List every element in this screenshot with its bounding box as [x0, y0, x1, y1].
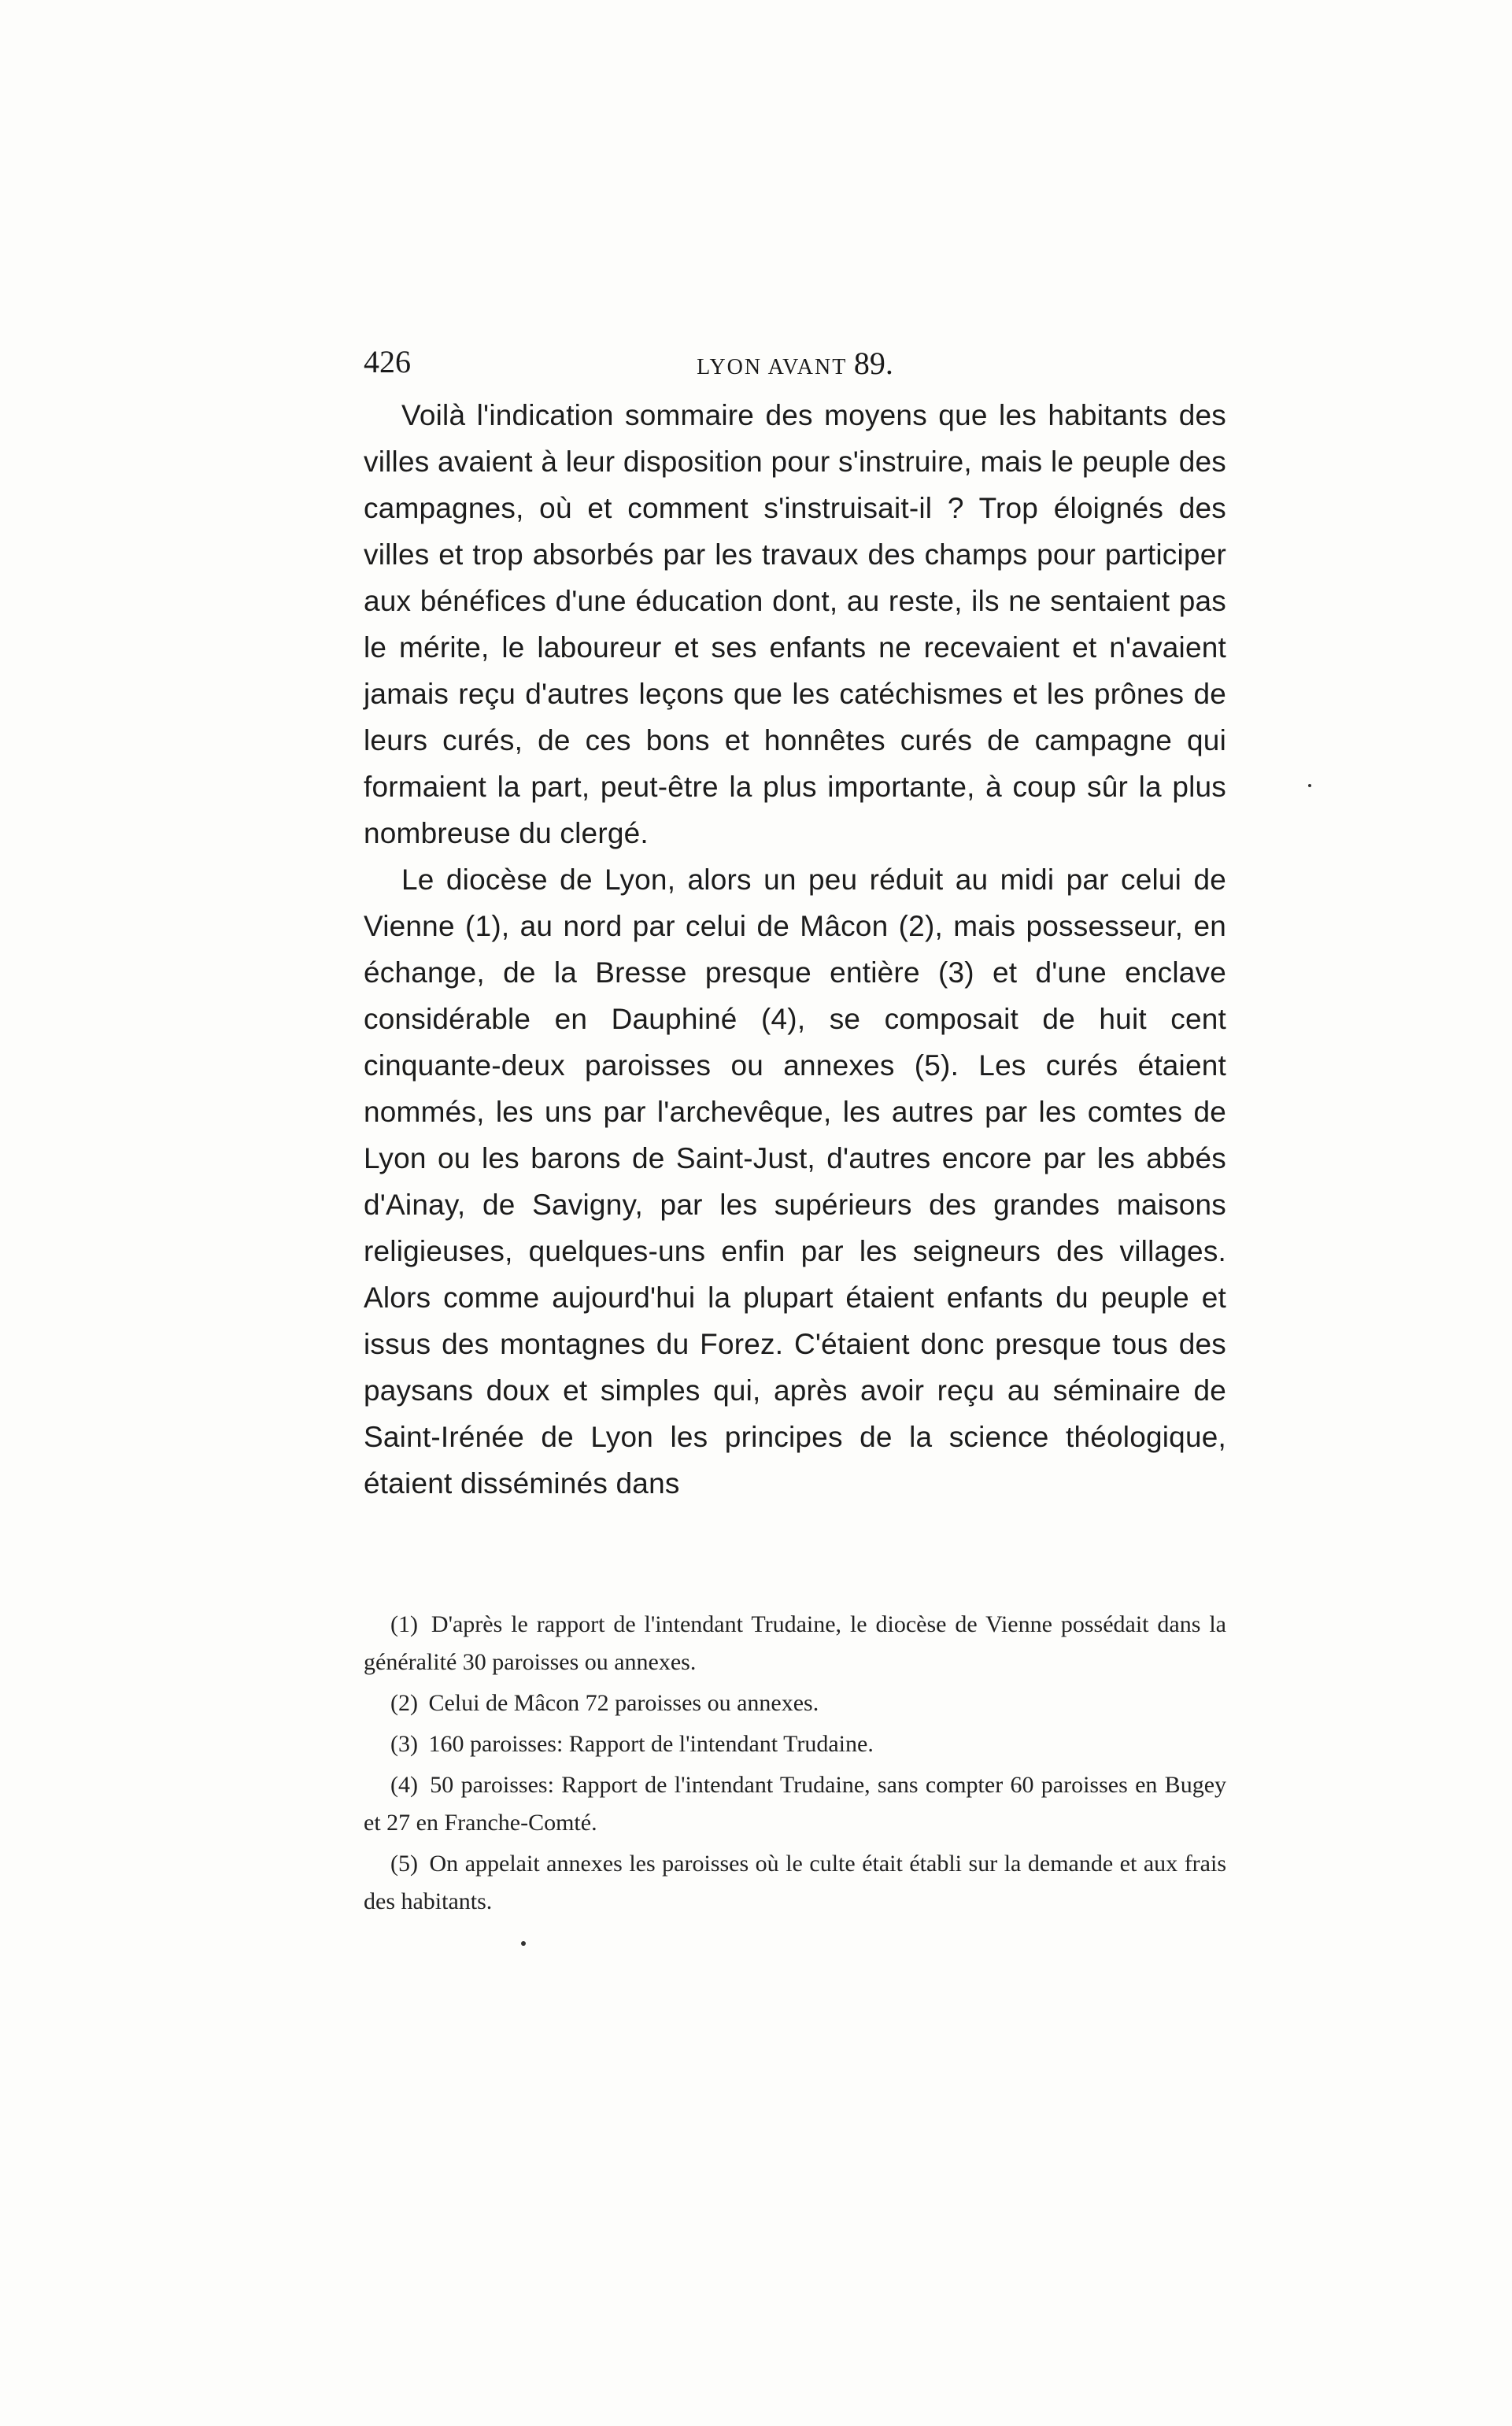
footnote-text: D'après le rapport de l'intendant Trudaine, le diocèse de Vienne possédait dans la généralité 30 paroisses ou annexes.	[364, 1611, 1226, 1675]
ink-speck	[1308, 784, 1311, 787]
paragraph: Voilà l'indication sommaire des moyens que les habitants des villes avaient à leur disposition pour s'instruire, mais le peuple des campagnes, où et comment s'instruisait-il ? Trop éloignés des villes et trop absorbés par les travaux des champs pour participer aux bénéfices d'une éducation dont, au reste, ils ne sentaient pas le mérite, le laboureur et ses enfants ne recevaient et n'avaient jamais reçu d'autres leçons que les catéchismes et les prônes de leurs curés, de ces bons et honnêtes curés de campagne qui formaient la part, peut-être la plus importante, à coup sûr la plus nombreuse du clergé.	[364, 399, 1226, 849]
footnote-mark: (4)	[390, 1772, 418, 1798]
paragraph: Le diocèse de Lyon, alors un peu réduit au midi par celui de Vienne (1), au nord par celui de Mâcon (2), mais possesseur, en échange, de la Bresse presque entière (3) et d'une enclave considérable en Dauphiné (4), se composait de huit cent cinquante-deux paroisses ou annexes (5). Les curés étaient nommés, les uns par l'archevêque, les autres par les comtes de Lyon ou les barons de Saint-Just, d'autres encore par les abbés d'Ainay, de Savigny, par les supérieurs des grandes maisons religieuses, quelques-uns enfin par les seigneurs des villages. Alors comme aujourd'hui la plupart étaient enfants du peuple et issus des montagnes du Forez. C'étaient donc presque tous des paysans doux et simples qui, après avoir reçu au séminaire de Saint-Irénée de Lyon les principes de la science théologique, étaient disséminés dans	[364, 864, 1226, 1500]
footnote-1	[364, 1606, 1226, 1681]
ink-speck	[521, 1941, 526, 1946]
footnote-2	[364, 1685, 1226, 1722]
footnote-mark: (2)	[390, 1690, 418, 1716]
page-header	[364, 340, 1226, 387]
footnote-text: 160 paroisses: Rapport de l'intendant Trudaine.	[428, 1731, 874, 1757]
footnote-3	[364, 1725, 1226, 1763]
main-text	[364, 392, 1226, 1507]
running-title	[364, 343, 1226, 388]
footnote-mark: (5)	[390, 1851, 418, 1877]
footnote-text: 50 paroisses: Rapport de l'intendant Trudaine, sans compter 60 paroisses en Bugey et 27 en Franche-Comté.	[364, 1772, 1227, 1836]
footnote-text: On appelait annexes les paroisses où le culte était établi sur la demande et aux frais des habitants.	[364, 1851, 1227, 1914]
page-number: 426	[364, 344, 411, 379]
footnote-text: Celui de Mâcon 72 paroisses ou annexes.	[428, 1690, 819, 1716]
running-title-number: 89.	[853, 346, 893, 381]
footnote-4	[364, 1766, 1226, 1842]
footnotes	[364, 1606, 1226, 1924]
running-title-text: LYON AVANT	[697, 355, 847, 379]
footnote-mark: (1)	[390, 1611, 418, 1637]
footnote-5	[364, 1845, 1226, 1921]
footnote-mark: (3)	[390, 1731, 418, 1757]
